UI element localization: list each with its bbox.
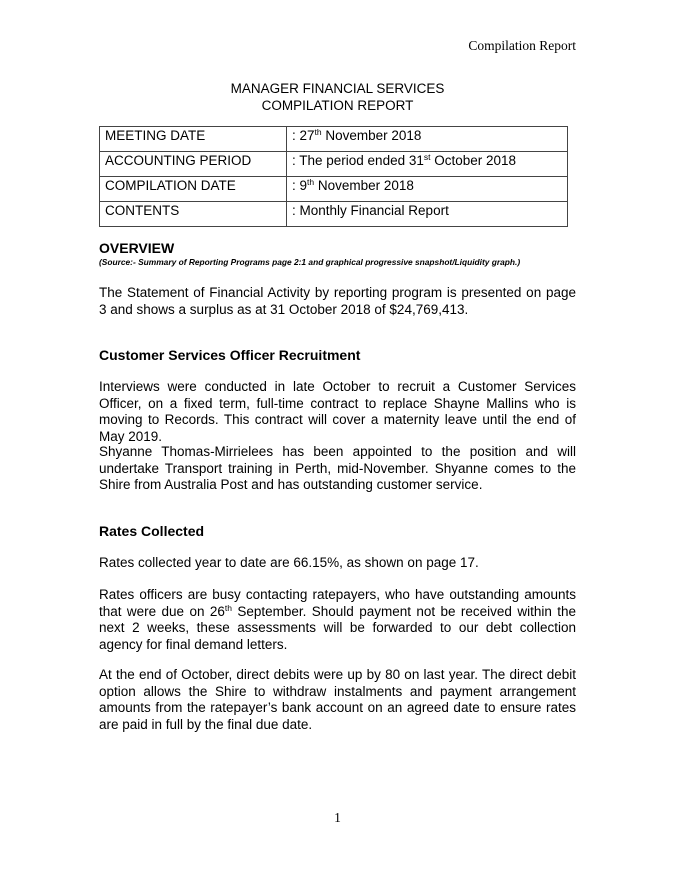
title-line-1: MANAGER FINANCIAL SERVICES xyxy=(230,81,445,96)
recruitment-heading: Customer Services Officer Recruitment xyxy=(99,347,361,363)
rates-paragraph-2: Rates officers are busy contacting ratepayers, who have outstanding amounts that were due on 26th September. Should payment not be received within the next 2 weeks, these assessments will be forwarded to our debt collection agency for final demand letters. xyxy=(99,587,576,652)
rates-paragraph-1: Rates collected year to date are 66.15%, as shown on page 17. xyxy=(99,555,479,570)
meta-label: CONTENTS xyxy=(100,202,287,227)
rates-body-3 xyxy=(99,667,576,733)
overview-paragraph: The Statement of Financial Activity by reporting program is presented on page 3 and shows a surplus as at 31 October 2018 of $24,769,413. xyxy=(99,285,576,317)
title-line-2: COMPILATION REPORT xyxy=(261,98,414,113)
meta-label: ACCOUNTING PERIOD xyxy=(100,152,287,177)
report-title xyxy=(0,80,675,114)
overview-body xyxy=(99,285,576,318)
meta-label: COMPILATION DATE xyxy=(100,177,287,202)
overview-section xyxy=(99,240,576,267)
meta-table xyxy=(99,126,568,227)
meta-row xyxy=(100,202,568,227)
recruitment-paragraph-1: Interviews were conducted in late October to recruit a Customer Services Officer, on a fixed term, full-time contract to replace Shayne Mallins who is moving to Records. This contract will cover a maternity leave until the end of May 2019. xyxy=(99,379,576,444)
overview-source-note: (Source:- Summary of Reporting Programs page 2:1 and graphical progressive snapshot/Liquidity graph.) xyxy=(99,257,521,267)
recruitment-paragraph-2: Shyanne Thomas-Mirrielees has been appointed to the position and will undertake Transport training in Perth, mid-November. Shyanne comes to the Shire from Australia Post and has outstanding customer service. xyxy=(99,444,576,492)
overview-heading: OVERVIEW xyxy=(99,240,175,256)
recruitment-body xyxy=(99,379,576,445)
recruitment-heading-wrap xyxy=(99,347,576,363)
meta-row xyxy=(100,177,568,202)
rates-heading-wrap xyxy=(99,523,576,539)
rates-body-1 xyxy=(99,555,576,572)
running-header: Compilation Report xyxy=(468,38,576,53)
page-number: 1 xyxy=(334,810,341,825)
rates-paragraph-3: At the end of October, direct debits were up by 80 on last year. The direct debit option allows the Shire to withdraw instalments and payment arrangement amounts from the ratepayer’s bank account on an agreed date to ensure rates are paid in full by the final due date. xyxy=(99,667,576,732)
rates-body-2 xyxy=(99,587,576,653)
meta-row xyxy=(100,152,568,177)
meta-label: MEETING DATE xyxy=(100,127,287,152)
meta-value: : 9th November 2018 xyxy=(287,177,568,202)
recruitment-body-2 xyxy=(99,444,576,494)
meta-value: : Monthly Financial Report xyxy=(287,202,568,227)
meta-row xyxy=(100,127,568,152)
meta-value: : 27th November 2018 xyxy=(287,127,568,152)
rates-heading: Rates Collected xyxy=(99,523,205,539)
meta-value: : The period ended 31st October 2018 xyxy=(287,152,568,177)
